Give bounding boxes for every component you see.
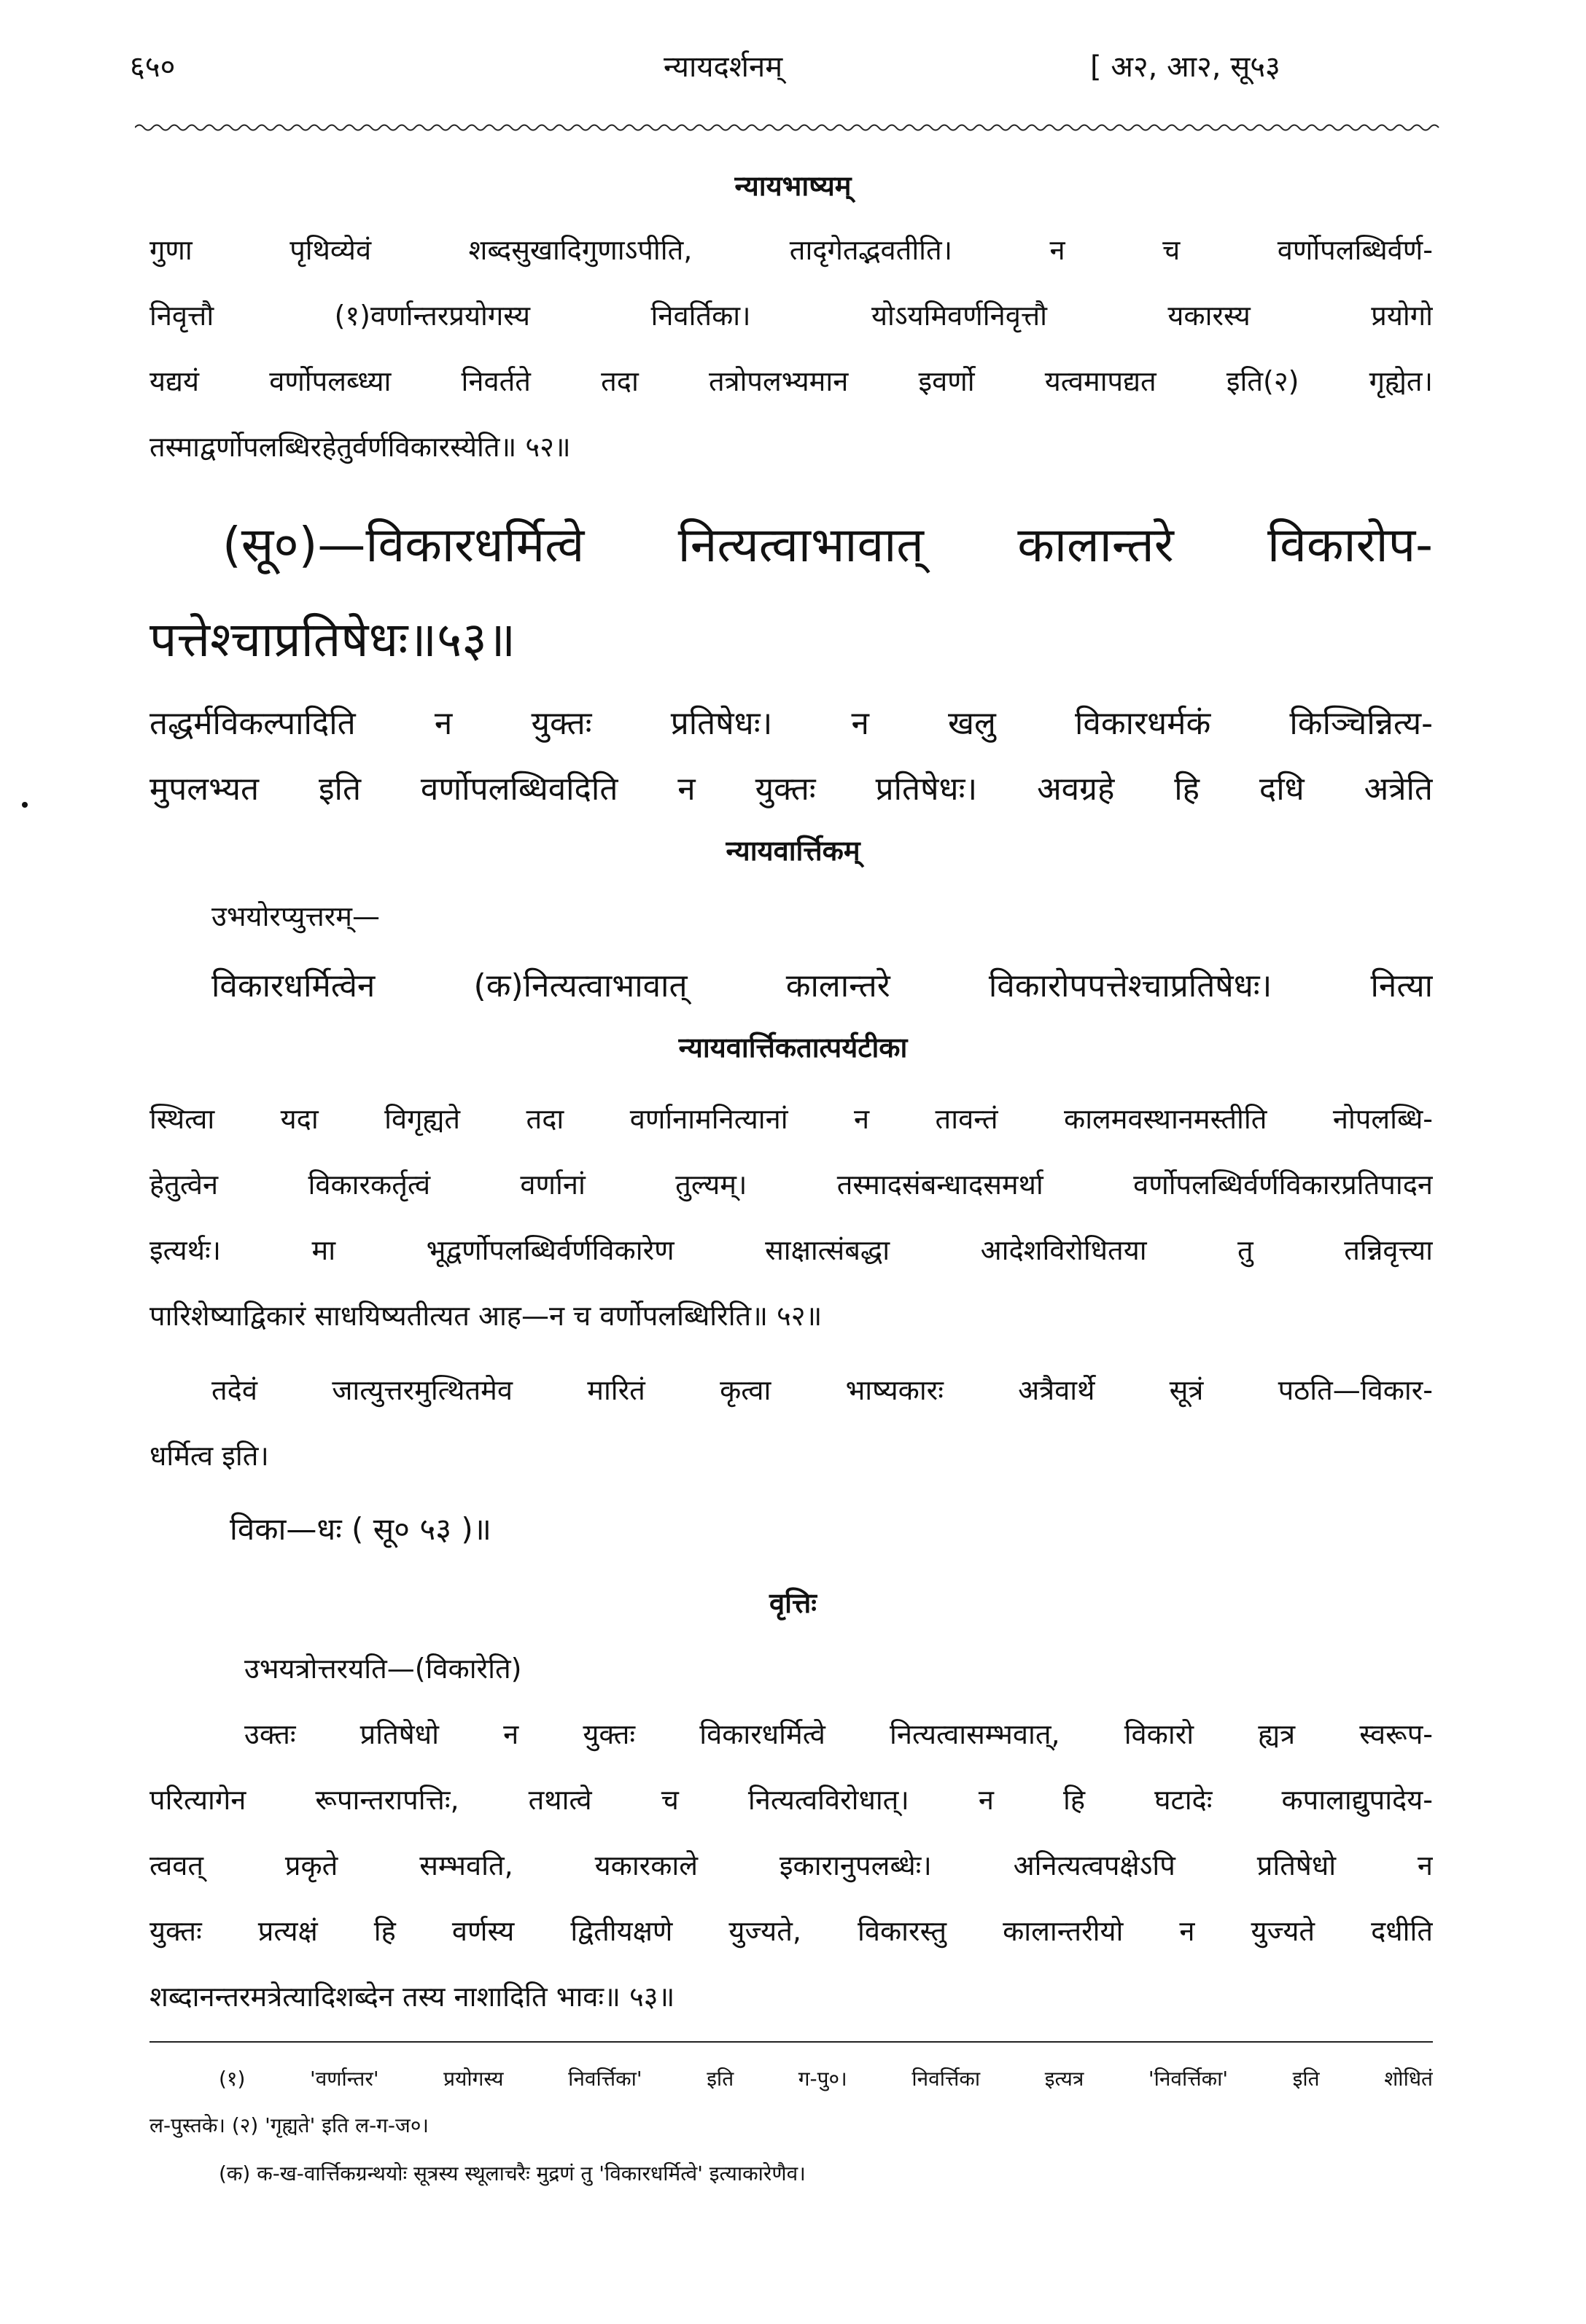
vartika-intro: उभयोरप्युत्तरम्— [211, 900, 380, 932]
vritti-line: युक्तः प्रत्यक्षं हि वर्णस्य द्वितीयक्षणे युज्यते, विकारस्तु कालान्तरीयो न युज्यते दधीति [149, 1915, 1433, 1947]
vritti-heading: वृत्तिः [769, 1587, 817, 1619]
tika-line: स्थित्वा यदा विगृह्यते तदा वर्णानामनित्यानां न तावन्तं कालमवस्थानमस्तीति नोपलब्धि- [149, 1103, 1433, 1135]
bhashya-line: यद्ययं वर्णोपलब्ध्या निवर्तते तदा तत्रोपलभ्यमान इवर्णो यत्वमापद्यत इति(२) गृह्येत। [149, 365, 1433, 397]
tika-line: इत्यर्थः। मा भूद्वर्णोपलब्धिर्वर्णविकारेण साक्षात्संबद्धा आदेशविरोधितया तु तन्निवृत्त्या [149, 1234, 1433, 1266]
vritti-line: परित्यागेन रूपान्तरापत्तिः, तथात्वे च नित्यत्वविरोधात्। न हि घटादेः कपालाद्युपादेय- [149, 1784, 1433, 1816]
tika-heading: न्यायवार्त्तिकतात्पर्यटीका [678, 1032, 908, 1064]
tika-line: हेतुत्वेन विकारकर्तृत्वं वर्णानां तुल्यम्। तस्मादसंबन्धादसमर्था वर्णोपलब्धिर्वर्णविकारप्रतिपादन [149, 1169, 1433, 1201]
margin-dot [22, 802, 28, 808]
vartika-line: विकारधर्मित्वेन (क)नित्यत्वाभावात् कालान्तरे विकारोपपत्तेश्चाप्रतिषेधः। नित्या [211, 967, 1433, 1005]
tika-para2-line: तदेवं जात्युत्तरमुत्थितमेव मारितं कृत्वा भाष्यकारः अत्रैवार्थे सूत्रं पठति—विकार- [211, 1374, 1433, 1406]
tika-sutra-ref: विका—धः ( सू० ५३ )॥ [230, 1511, 491, 1547]
tika-para2-line: धर्मित्व इति। [149, 1440, 269, 1472]
footnote-rule [149, 2041, 1433, 2043]
bhashya-line: तस्माद्वर्णोपलब्धिरहेतुर्वर्णविकारस्येति॥ ५२॥ [149, 431, 571, 463]
sutra-line: (सू०)—विकारधर्मित्वे नित्यत्वाभावात् कालान्तरे विकारोप- [222, 517, 1433, 573]
vritti-line: शब्दानन्तरमत्रेत्यादिशब्देन तस्य नाशादिति भावः॥ ५३॥ [149, 1981, 675, 2013]
page-number: ६५० [130, 50, 176, 84]
vritti-line: त्ववत् प्रकृते सम्भवति, यकारकाले इकारानुपलब्धेः। अनित्यत्वपक्षेऽपि प्रतिषेधो न [149, 1849, 1433, 1882]
sutra-line: पत्तेश्चाप्रतिषेधः॥५३॥ [149, 612, 516, 668]
running-title: न्यायदर्शनम् [664, 50, 783, 84]
footnote-line: ल-पुस्तके। (२) 'गृह्यते' इति ल-ग-ज०। [149, 2113, 429, 2137]
bhashya-line: गुणा पृथिव्येवं शब्दसुखादिगुणाऽपीति, तादृगेतद्भवतीति। न च वर्णोपलब्धिर्वर्ण- [149, 234, 1433, 266]
bhashya-line: निवृत्तौ (१)वर्णान्तरप्रयोगस्य निवर्तिका। योऽयमिवर्णनिवृत्तौ यकारस्य प्रयोगो [149, 300, 1433, 332]
bhashya-heading: न्यायभाष्यम् [734, 170, 852, 202]
bhashya2-line: मुपलभ्यत इति वर्णोपलब्धिवदिति न युक्तः प्रतिषेधः। अवग्रहे हि दधि अत्रेति [149, 771, 1433, 808]
bhashya2-line: तद्धर्मविकल्पादिति न युक्तः प्रतिषेधः। न खलु विकारधर्मकं किञ्चिन्नित्य- [149, 705, 1433, 742]
vritti-intro: उभयत्रोत्तरयति—(विकारेति) [244, 1653, 522, 1685]
footnote-line: (१) 'वर्णान्तर' प्रयोगस्य निवर्त्तिका' इति ग-पु०। निवर्त्तिका इत्यत्र 'निवर्त्तिका' इति शोधितं [219, 2067, 1433, 2091]
vritti-line: उक्तः प्रतिषेधो न युक्तः विकारधर्मित्वे नित्यत्वासम्भवात्, विकारो ह्यत्र स्वरूप- [244, 1718, 1433, 1750]
tika-line: पारिशेष्याद्विकारं साधयिष्यतीत्यत आह—न च वर्णोपलब्धिरिति॥ ५२॥ [149, 1300, 823, 1332]
section-reference: [ अ२, आ२, सू५३ [1090, 50, 1280, 84]
wavy-rule [135, 122, 1444, 133]
vartika-heading: न्यायवार्त्तिकम् [726, 835, 860, 867]
footnote-line: (क) क-ख-वार्त्तिकग्रन्थयोः सूत्रस्य स्थूलाचरैः मुद्रणं तु 'विकारधर्मित्वे' इत्याकारेणैव। [219, 2161, 806, 2185]
